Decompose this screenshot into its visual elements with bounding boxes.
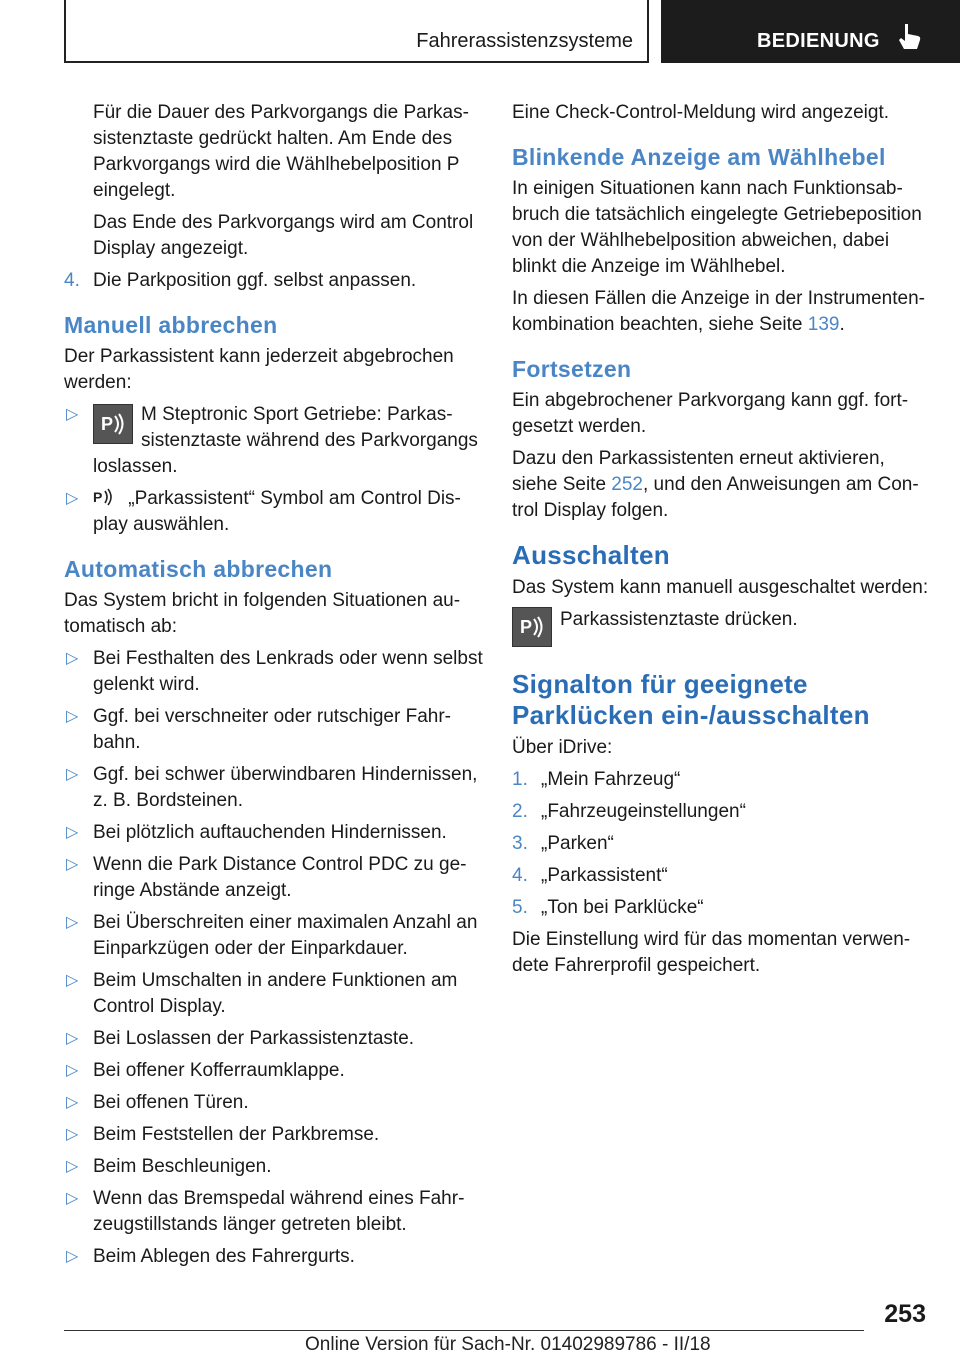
heading-continue: Fortsetzen xyxy=(512,356,632,382)
svg-text:P: P xyxy=(93,489,103,505)
list-item xyxy=(64,1244,484,1270)
list-item-text: Bei Loslassen der Parkassistenztaste. xyxy=(93,1028,415,1049)
step-item xyxy=(512,863,932,889)
list-item xyxy=(64,402,484,480)
list-item xyxy=(64,820,484,846)
step-item xyxy=(512,799,932,825)
header-chapter-box xyxy=(661,0,960,63)
paragraph: Über iDrive: xyxy=(512,737,613,758)
list-item-text: Bei Festhalten des Lenkrads oder wenn selbst gelenkt wird. xyxy=(93,648,483,695)
paragraph: Das Ende des Parkvorgangs wird am Control Display angezeigt. xyxy=(93,212,474,259)
header-section-title: Fahrerassistenzsysteme xyxy=(416,30,633,52)
step-number: 4. xyxy=(64,270,80,291)
paragraph: Die Einstellung wird für das momentan verwen-dete Fahrerprofil gespeichert. xyxy=(512,929,911,976)
list-item xyxy=(64,762,484,814)
triangle-bullet-icon: ▷ xyxy=(66,490,79,507)
list-item-text: Ggf. bei verschneiter oder rutschiger Fahr-bahn. xyxy=(93,706,451,753)
step-text: „Mein Fahrzeug“ xyxy=(541,769,681,790)
paragraph: Ein abgebrochener Parkvorgang kann ggf. fort-gesetzt werden. xyxy=(512,390,909,437)
triangle-bullet-icon: ▷ xyxy=(66,824,79,841)
triangle-bullet-icon: ▷ xyxy=(66,1190,79,1207)
triangle-bullet-icon: ▷ xyxy=(66,1094,79,1111)
step-text: „Parkassistent“ xyxy=(541,865,668,886)
park-assist-button-icon xyxy=(93,404,133,444)
list-item xyxy=(64,1090,484,1116)
instruction-text: Parkassistenztaste drücken. xyxy=(560,609,798,630)
list-item-text: Bei plötzlich auftauchenden Hindernissen. xyxy=(93,822,447,843)
paragraph: In einigen Situationen kann nach Funktionsab-bruch die tatsächlich eingelegte Getriebeposition von der Wählhebelposition abweichen, dabei blinkt die Anzeige im Wählhebel. xyxy=(512,178,922,277)
list-item xyxy=(64,1122,484,1148)
triangle-bullet-icon: ▷ xyxy=(66,708,79,725)
list-item-text: Beim Umschalten in andere Funktionen am Control Display. xyxy=(93,970,458,1017)
step-text: „Parken“ xyxy=(541,833,614,854)
heading-auto-cancel: Automatisch abbrechen xyxy=(64,556,333,582)
paragraph: In diesen Fällen die Anzeige in der Instrumenten-kombination beachten, siehe Seite 139. xyxy=(512,288,925,335)
list-item-text: Bei offener Kofferraumklappe. xyxy=(93,1060,345,1081)
list-item-text: M Steptronic Sport Getriebe: Parkas-sistenztaste während des Parkvorgangs loslassen. xyxy=(93,404,478,477)
triangle-bullet-icon: ▷ xyxy=(66,972,79,989)
paragraph: Das System bricht in folgenden Situationen au-tomatisch ab: xyxy=(64,590,461,637)
triangle-bullet-icon: ▷ xyxy=(66,914,79,931)
paragraph: Eine Check-Control-Meldung wird angezeigt. xyxy=(512,102,890,123)
step-number: 1. xyxy=(512,769,528,790)
list-item xyxy=(64,486,484,538)
triangle-bullet-icon: ▷ xyxy=(66,1062,79,1079)
step-text: „Fahrzeugeinstellungen“ xyxy=(541,801,746,822)
triangle-bullet-icon: ▷ xyxy=(66,406,79,423)
page-link[interactable]: 252 xyxy=(611,474,643,495)
svg-text:P: P xyxy=(520,617,533,637)
list-item-text: Wenn die Park Distance Control PDC zu ge-ringe Abstände anzeigt. xyxy=(93,854,467,901)
triangle-bullet-icon: ▷ xyxy=(66,856,79,873)
list-item xyxy=(64,1058,484,1084)
paragraph: Das System kann manuell ausgeschaltet werden: xyxy=(512,577,929,598)
paragraph: Der Parkassistent kann jederzeit abgebrochen werden: xyxy=(64,346,454,393)
park-assist-symbol-icon xyxy=(93,486,117,508)
step-number: 4. xyxy=(512,865,528,886)
signal-steps-list xyxy=(512,767,932,921)
step-number: 3. xyxy=(512,833,528,854)
list-item-text: Wenn das Bremspedal während eines Fahr-zeugstillstands länger getreten bleibt. xyxy=(93,1188,465,1235)
list-item-text: Bei offenen Türen. xyxy=(93,1092,249,1113)
triangle-bullet-icon: ▷ xyxy=(66,1030,79,1047)
header-section-box xyxy=(64,0,649,63)
switch-off-instruction xyxy=(512,607,932,647)
list-item xyxy=(64,910,484,962)
heading-blinking-display: Blinkende Anzeige am Wählhebel xyxy=(512,144,886,170)
step-text: „Ton bei Parklücke“ xyxy=(541,897,704,918)
step-number: 2. xyxy=(512,801,528,822)
list-item-text: Ggf. bei schwer überwindbaren Hindernissen, z. B. Bordsteinen. xyxy=(93,764,478,811)
paragraph: Dazu den Parkassistenten erneut aktivieren, siehe Seite 252, und den Anweisungen am Con-trol Display folgen. xyxy=(512,448,919,521)
step-item xyxy=(64,268,484,294)
heading-signal-tone: Signalton für geeignete Parklücken ein-/ausschalten xyxy=(512,669,870,730)
step-item xyxy=(512,767,932,793)
footer-divider xyxy=(64,1330,864,1331)
list-item-text: Beim Feststellen der Parkbremse. xyxy=(93,1124,380,1145)
pointing-hand-icon xyxy=(895,22,923,52)
list-item xyxy=(64,646,484,698)
list-item-text: Beim Ablegen des Fahrergurts. xyxy=(93,1246,355,1267)
heading-manual-cancel: Manuell abbrechen xyxy=(64,312,278,338)
list-item xyxy=(64,704,484,756)
list-item xyxy=(64,968,484,1020)
header-chapter-title: BEDIENUNG xyxy=(757,30,880,52)
auto-cancel-list xyxy=(64,646,484,1270)
list-item xyxy=(64,1186,484,1238)
list-item xyxy=(64,852,484,904)
triangle-bullet-icon: ▷ xyxy=(66,766,79,783)
page-link[interactable]: 139 xyxy=(807,314,840,335)
heading-switch-off: Ausschalten xyxy=(512,540,670,570)
page-number: 253 xyxy=(884,1300,926,1328)
list-item xyxy=(64,1154,484,1180)
step-text: Die Parkposition ggf. selbst anpassen. xyxy=(93,270,417,291)
paragraph: Für die Dauer des Parkvorgangs die Parkas-sistenztaste gedrückt halten. Am Ende des Parkvorgangs wird die Wählhebelposition P eingelegt. xyxy=(93,102,469,201)
list-item-text: Bei Überschreiten einer maximalen Anzahl an Einparkzügen oder der Einparkdauer. xyxy=(93,912,478,959)
step-item xyxy=(512,831,932,857)
triangle-bullet-icon: ▷ xyxy=(66,1126,79,1143)
step-item xyxy=(512,895,932,921)
triangle-bullet-icon: ▷ xyxy=(66,1158,79,1175)
triangle-bullet-icon: ▷ xyxy=(66,650,79,667)
list-item-text: Beim Beschleunigen. xyxy=(93,1156,272,1177)
right-column xyxy=(512,100,932,985)
step-number: 5. xyxy=(512,897,528,918)
footer-version: Online Version für Sach-Nr. 01402989786 - II/18 xyxy=(305,1334,711,1355)
park-assist-button-icon xyxy=(512,607,552,647)
list-item-text: „Parkassistent“ Symbol am Control Dis-play auswählen. xyxy=(93,488,461,535)
list-item xyxy=(64,1026,484,1052)
triangle-bullet-icon: ▷ xyxy=(66,1248,79,1265)
svg-text:P: P xyxy=(101,414,114,434)
left-column xyxy=(64,100,484,1276)
